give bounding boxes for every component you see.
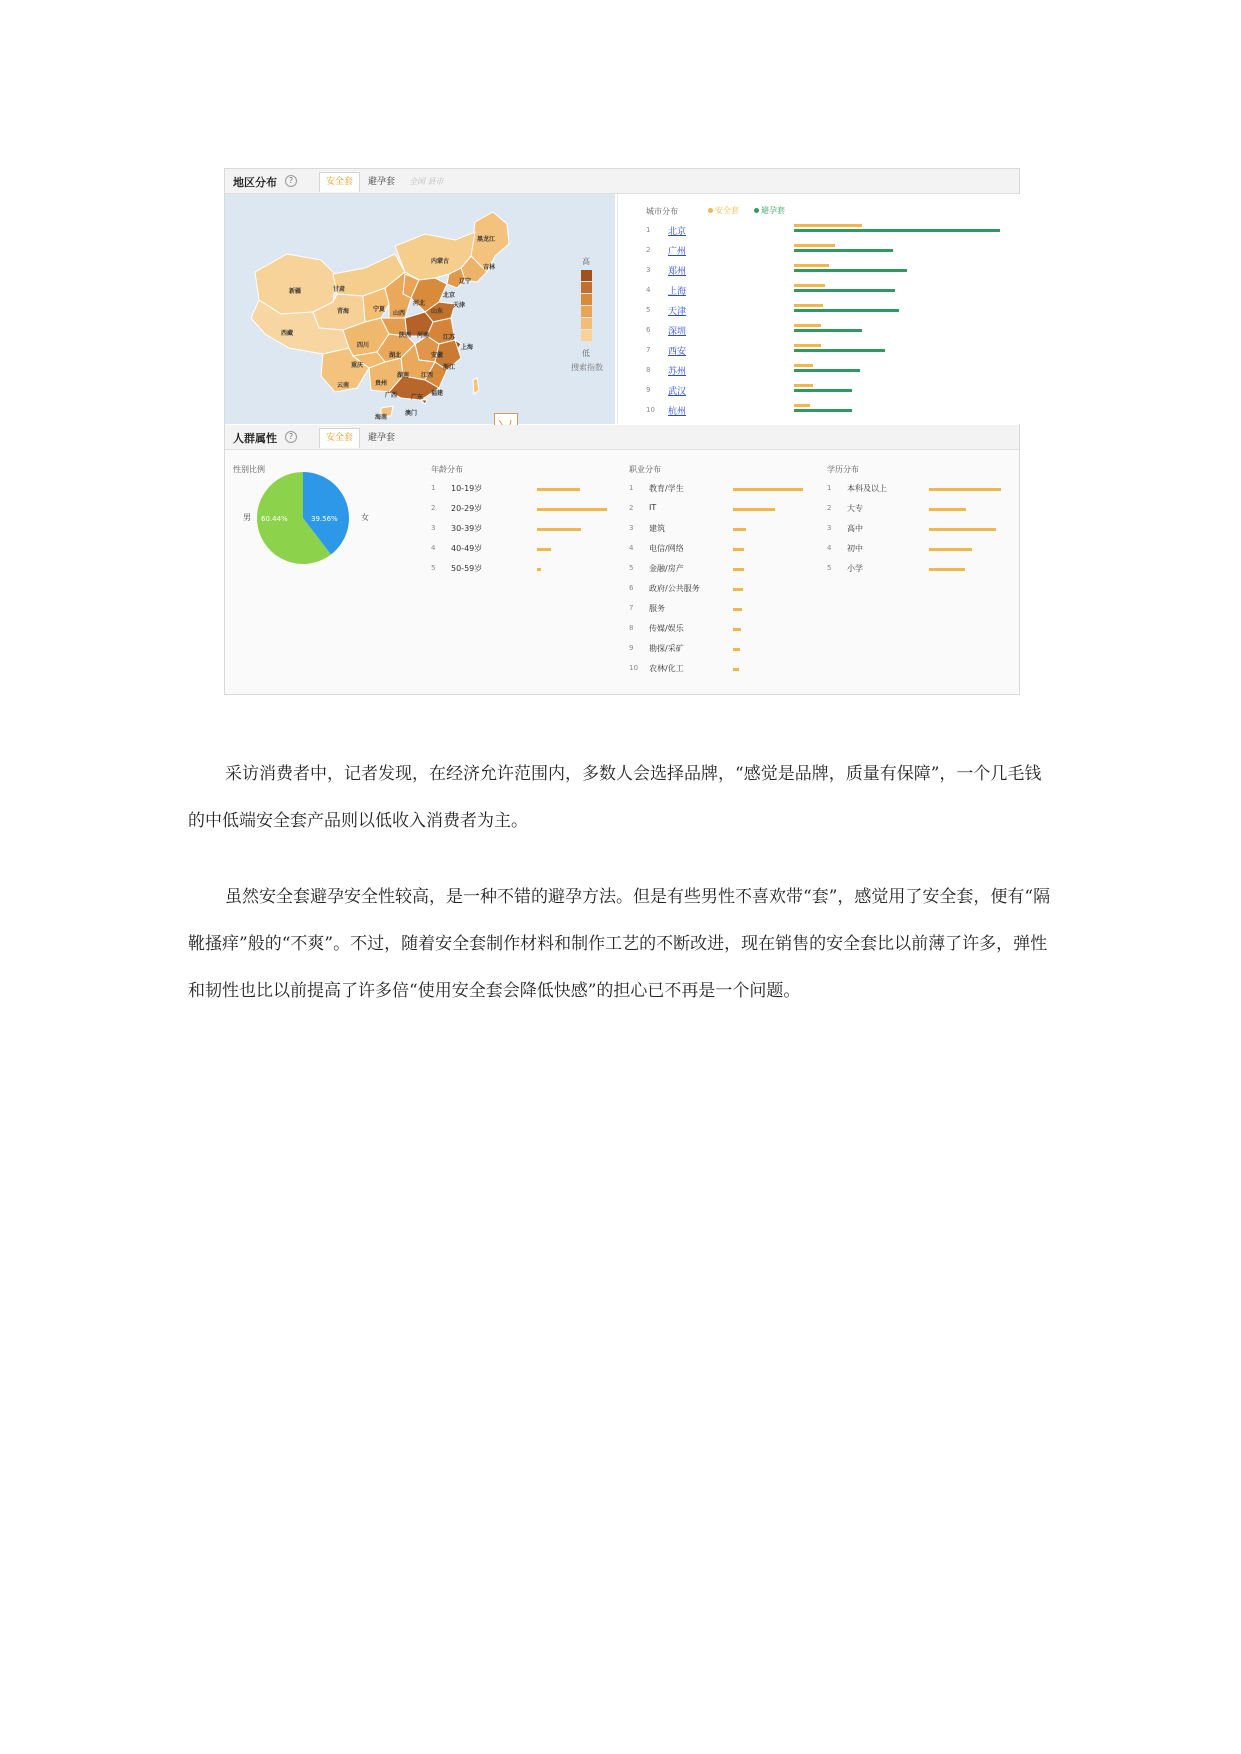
map-province-label[interactable]: 西藏	[281, 330, 294, 337]
map-province-label[interactable]: 广东	[411, 394, 424, 401]
article-paragraph-2: 虽然安全套避孕安全性较高，是一种不错的避孕方法。但是有些男性不喜欢带“套”，感觉用了安全套，便有“隔靴搔痒”般的“不爽”。不过，随着安全套制作材料和制作工艺的不断改进，现在销售的安全套比以前薄了许多，弹性和韧性也比以前提高了许多倍“使用安全套会降低快感”的担心已不再是一个问题。	[188, 887, 1051, 1001]
map-province-label[interactable]: 辽宁	[459, 278, 472, 285]
occupation-bar	[733, 488, 803, 491]
map-province-label[interactable]: 甘肃	[333, 286, 346, 293]
city-bar-condom	[794, 404, 810, 407]
age-header: 年龄分布	[431, 465, 463, 474]
pie-female-label: 女	[361, 513, 369, 522]
city-rank: 5	[646, 306, 651, 314]
city-link[interactable]: 郑州	[668, 267, 687, 277]
occupation-bar	[733, 628, 741, 631]
city-bar-condom	[794, 324, 821, 327]
city-rank: 4	[646, 286, 651, 294]
city-bar-contraceptive	[794, 249, 893, 252]
city-bar-contraceptive	[794, 229, 1000, 232]
education-header: 学历分布	[827, 465, 859, 474]
city-bar-condom	[794, 384, 813, 387]
legend-swatch	[581, 270, 592, 281]
education-bar	[929, 568, 965, 571]
legend-high-label: 高	[582, 257, 590, 266]
age-bar	[537, 508, 607, 511]
city-ranking	[617, 194, 1020, 424]
city-link[interactable]: 武汉	[668, 387, 687, 397]
occupation-bar	[733, 588, 743, 591]
map-province-label[interactable]: 新疆	[289, 288, 302, 295]
city-link[interactable]: 苏州	[668, 367, 687, 377]
age-rank: 4	[431, 544, 436, 552]
age-rank: 2	[431, 504, 436, 512]
city-rank: 10	[646, 406, 655, 414]
occupation-label: 勘探/采矿	[649, 644, 684, 653]
city-bar-contraceptive	[794, 309, 899, 312]
legend-condom-label: 安全套	[715, 206, 739, 215]
age-rank: 5	[431, 564, 436, 572]
occupation-rank: 8	[629, 624, 634, 632]
china-map[interactable]	[225, 194, 615, 424]
occupation-rank: 7	[629, 604, 634, 612]
education-bar	[929, 488, 1001, 491]
tab-condom[interactable]: 安全套	[319, 172, 360, 192]
region-section-header	[225, 169, 1019, 194]
education-rank: 3	[827, 524, 832, 532]
city-link[interactable]: 天津	[668, 307, 687, 317]
city-rank: 2	[646, 246, 651, 254]
education-bar	[929, 508, 966, 511]
city-rank: 8	[646, 366, 651, 374]
screenshot-panel	[224, 168, 1020, 695]
map-province-label[interactable]: 贵州	[375, 380, 388, 387]
city-link[interactable]: 北京	[668, 227, 687, 237]
city-rank: 1	[646, 226, 651, 234]
education-label: 初中	[847, 544, 863, 553]
legend-swatch	[581, 318, 592, 329]
legend-swatch	[581, 330, 592, 341]
map-province-label[interactable]: 河南	[417, 332, 430, 339]
map-province-label[interactable]: 湖南	[397, 372, 410, 379]
gender-header: 性别比例	[233, 465, 265, 474]
map-province-label[interactable]: 山东	[431, 308, 444, 315]
city-link[interactable]: 西安	[668, 347, 687, 357]
city-bar-condom	[794, 224, 862, 227]
map-province-label[interactable]: 重庆	[351, 362, 364, 369]
education-bar	[929, 548, 972, 551]
tab-condom-demographics[interactable]: 安全套	[319, 428, 360, 448]
city-bar-condom	[794, 344, 821, 347]
occupation-rank: 4	[629, 544, 634, 552]
education-rank: 5	[827, 564, 832, 572]
occupation-label: 政府/公共服务	[649, 584, 700, 593]
occupation-bar	[733, 548, 744, 551]
tab-contraceptive[interactable]: 避孕套	[368, 177, 396, 187]
occupation-rank: 3	[629, 524, 634, 532]
city-rank: 3	[646, 266, 651, 274]
occupation-rank: 2	[629, 504, 634, 512]
city-bar-contraceptive	[794, 289, 895, 292]
occupation-label: 建筑	[649, 524, 665, 533]
education-bar	[929, 528, 996, 531]
occupation-bar	[733, 528, 746, 531]
city-bar-contraceptive	[794, 269, 907, 272]
map-province-label[interactable]: 黑龙江	[477, 236, 496, 243]
map-province-label[interactable]: 湖北	[389, 352, 402, 359]
help-icon[interactable]: ?	[285, 431, 297, 443]
age-label: 30-39岁	[451, 524, 483, 533]
education-label: 小学	[847, 564, 863, 573]
age-rank: 1	[431, 484, 436, 492]
map-province-label[interactable]: 四川	[357, 342, 370, 349]
city-link[interactable]: 广州	[668, 247, 687, 257]
age-label: 10-19岁	[451, 484, 483, 493]
region-scope-tabs[interactable]: 全国 县市	[409, 177, 444, 186]
map-province-label[interactable]: 江苏	[443, 334, 456, 341]
legend-swatch	[581, 306, 592, 317]
city-ranking-header: 城市分布	[646, 207, 678, 216]
city-bar-condom	[794, 364, 813, 367]
city-bar-contraceptive	[794, 369, 860, 372]
age-bar	[537, 548, 551, 551]
education-label: 大专	[847, 504, 863, 513]
occupation-label: 金融/房产	[649, 564, 684, 573]
city-rank: 6	[646, 326, 651, 334]
legend-condom-dot	[708, 208, 713, 213]
city-bar-contraceptive	[794, 329, 862, 332]
education-label: 本科及以上	[847, 484, 887, 493]
occupation-label: 教育/学生	[649, 484, 684, 493]
map-province-label[interactable]: 天津	[453, 302, 466, 309]
map-province-label[interactable]: 海南	[375, 414, 388, 421]
city-bar-contraceptive	[794, 409, 852, 412]
map-province-label[interactable]: 山西	[393, 310, 406, 317]
map-province-label[interactable]: 安徽	[431, 352, 444, 359]
occupation-rank: 1	[629, 484, 634, 492]
occupation-bar	[733, 648, 740, 651]
map-province-label[interactable]: 陕西	[399, 332, 412, 339]
occupation-label: 传媒/娱乐	[649, 624, 684, 633]
pie-female-value: 39.56%	[311, 515, 338, 523]
occupation-bar	[733, 568, 744, 571]
legend-contraceptive-label: 避孕套	[761, 206, 785, 215]
help-icon[interactable]: ?	[285, 175, 297, 187]
map-province-label[interactable]: 澳门	[405, 410, 418, 417]
education-rank: 2	[827, 504, 832, 512]
education-rank: 1	[827, 484, 832, 492]
map-province-label[interactable]: 青海	[337, 308, 350, 315]
gender-pie-chart[interactable]	[251, 468, 355, 572]
age-rank: 3	[431, 524, 436, 532]
occupation-rank: 9	[629, 644, 634, 652]
occupation-label: 电信/网络	[649, 544, 684, 553]
occupation-header: 职业分布	[629, 465, 661, 474]
occupation-label: IT	[649, 503, 657, 512]
education-rank: 4	[827, 544, 832, 552]
occupation-label: 服务	[649, 604, 665, 613]
city-bar-contraceptive	[794, 349, 885, 352]
map-province-label[interactable]: 上海	[461, 344, 474, 351]
city-bar-contraceptive	[794, 389, 852, 392]
legend-swatch	[581, 282, 592, 293]
occupation-rank: 5	[629, 564, 634, 572]
legend-caption: 搜索指数	[571, 363, 603, 372]
map-province-label[interactable]: 云南	[337, 382, 350, 389]
city-link[interactable]: 深圳	[668, 327, 687, 337]
pie-male-label: 男	[243, 513, 251, 522]
education-label: 高中	[847, 524, 863, 533]
occupation-bar	[733, 608, 742, 611]
legend-contraceptive-dot	[754, 208, 759, 213]
city-bar-condom	[794, 284, 825, 287]
tab-contraceptive-demographics[interactable]: 避孕套	[368, 433, 396, 443]
map-province-label[interactable]: 浙江	[443, 364, 456, 371]
occupation-label: 农林/化工	[649, 664, 684, 673]
pie-male-value: 60.44%	[261, 515, 288, 523]
legend-low-label: 低	[582, 349, 590, 358]
map-province-label[interactable]: 河北	[413, 300, 426, 307]
city-bar-condom	[794, 264, 829, 267]
map-province-label[interactable]: 吉林	[483, 264, 496, 271]
map-province-label[interactable]: 广西	[385, 392, 398, 399]
occupation-rank: 10	[629, 664, 638, 672]
age-bar	[537, 528, 581, 531]
city-bar-condom	[794, 304, 823, 307]
city-link[interactable]: 上海	[668, 287, 687, 297]
occupation-bar	[733, 668, 739, 671]
map-province-label[interactable]: 宁夏	[373, 306, 386, 313]
age-label: 20-29岁	[451, 504, 483, 513]
legend-swatch	[581, 294, 592, 305]
map-province-label[interactable]: 福建	[431, 390, 444, 397]
demographics-section-header	[225, 425, 1019, 450]
demographics-title: 人群属性	[233, 432, 277, 445]
map-province-label[interactable]: 江西	[421, 372, 434, 379]
age-bar	[537, 568, 541, 571]
occupation-rank: 6	[629, 584, 634, 592]
china-map-graphic	[225, 194, 615, 424]
occupation-bar	[733, 508, 775, 511]
demographics-body	[225, 450, 1019, 694]
age-label: 50-59岁	[451, 564, 483, 573]
map-province-label[interactable]: 北京	[443, 292, 456, 299]
city-rank: 9	[646, 386, 651, 394]
age-label: 40-49岁	[451, 544, 483, 553]
region-title: 地区分布	[233, 176, 277, 189]
city-rank: 7	[646, 346, 651, 354]
article-paragraph-1: 采访消费者中，记者发现，在经济允许范围内，多数人会选择品牌，“感觉是品牌，质量有保障”，一个几毛钱的中低端安全套产品则以低收入消费者为主。	[188, 764, 1042, 831]
city-link[interactable]: 杭州	[668, 407, 687, 417]
map-province-label[interactable]: 内蒙古	[431, 258, 450, 265]
age-bar	[537, 488, 580, 491]
city-bar-condom	[794, 244, 835, 247]
